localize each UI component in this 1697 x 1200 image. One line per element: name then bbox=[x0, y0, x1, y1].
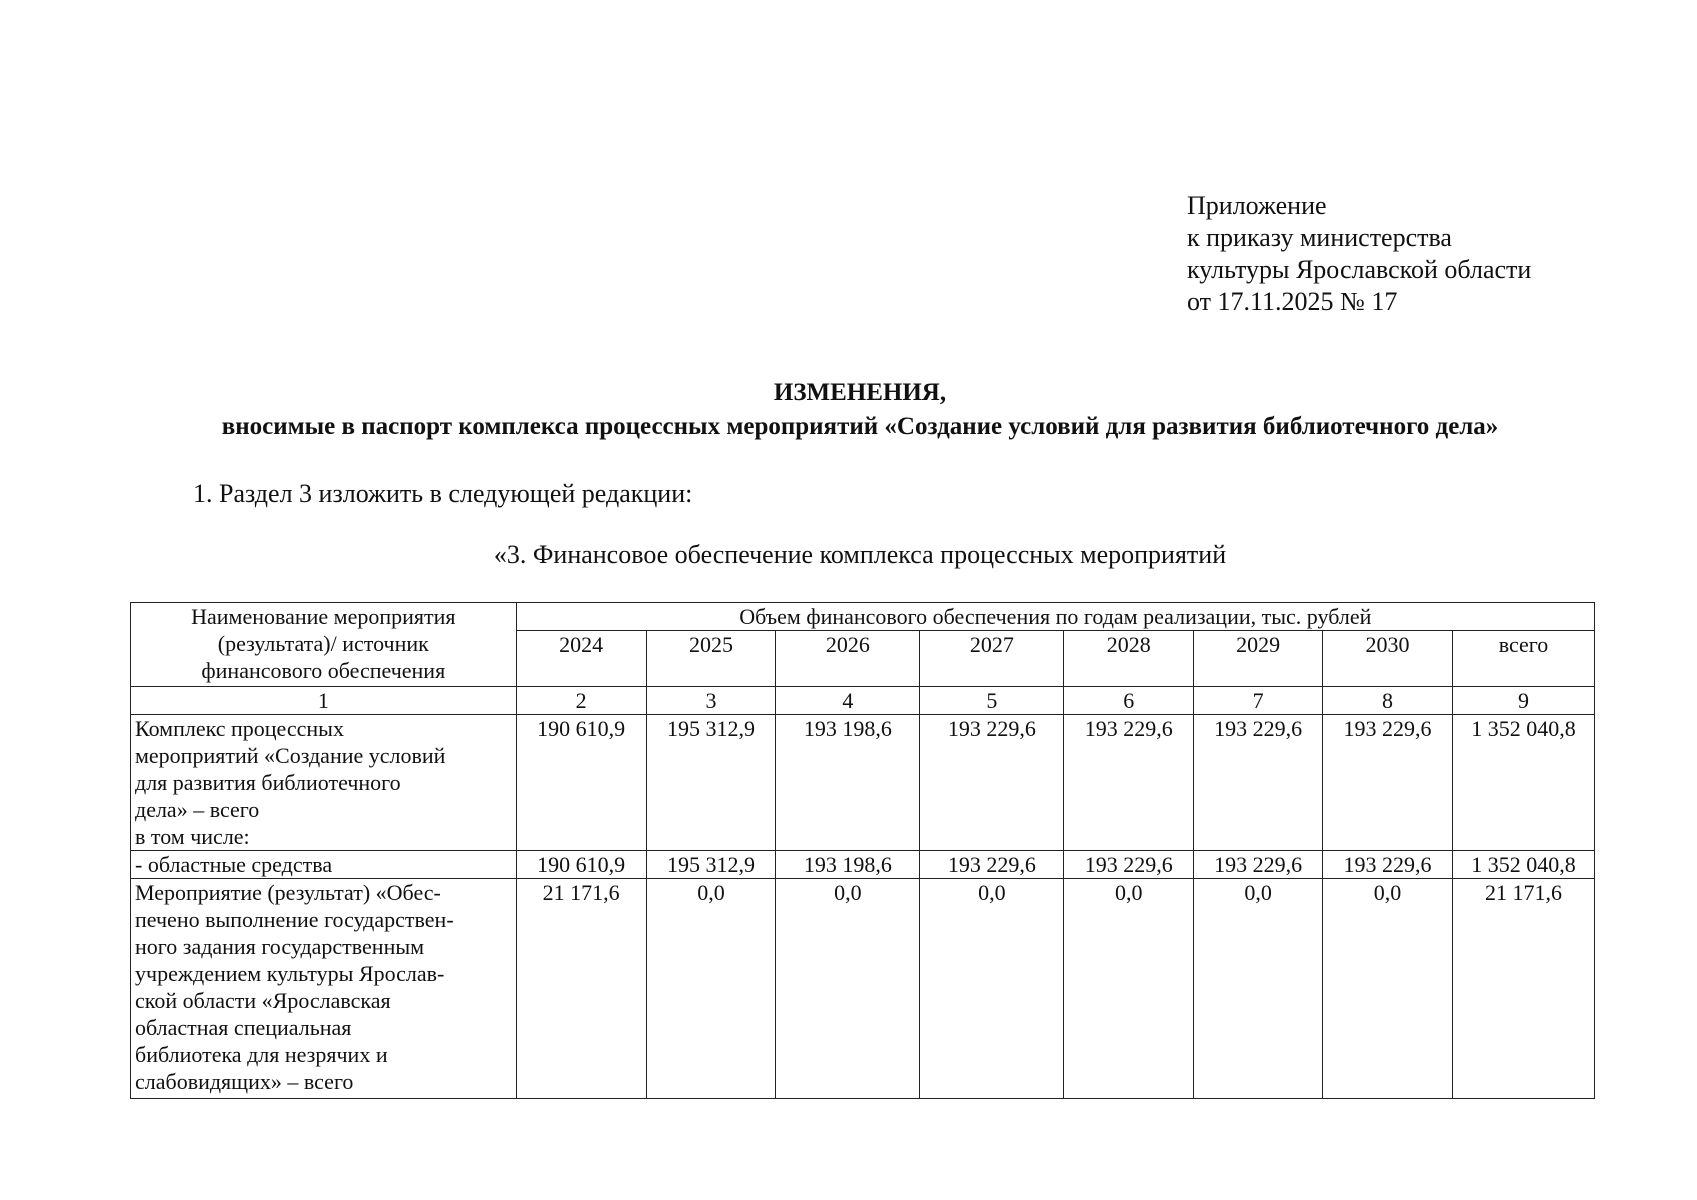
value-cell: 193 229,6 bbox=[1323, 715, 1453, 851]
row-name-line: библиотека для незрячих и bbox=[135, 1042, 388, 1067]
value-cell: 0,0 bbox=[1323, 879, 1453, 1099]
column-number: 5 bbox=[920, 687, 1064, 715]
column-number: 9 bbox=[1452, 687, 1594, 715]
value-cell: 0,0 bbox=[920, 879, 1064, 1099]
row-name bbox=[131, 715, 517, 851]
total-cell: 21 171,6 bbox=[1452, 879, 1594, 1099]
table-row bbox=[131, 715, 1595, 851]
value-cell: 195 312,9 bbox=[646, 715, 776, 851]
instruction-paragraph: 1. Раздел 3 изложить в следующей редакции: bbox=[193, 479, 693, 508]
column-number: 2 bbox=[516, 687, 646, 715]
volume-header: Объем финансового обеспечения по годам реализации, тыс. рублей bbox=[516, 603, 1594, 631]
name-column-header bbox=[131, 603, 517, 687]
value-cell: 193 229,6 bbox=[1194, 851, 1323, 879]
year-header: 2024 bbox=[516, 631, 646, 687]
row-name bbox=[131, 851, 517, 879]
row-name-line: слабовидящих» – всего bbox=[135, 1069, 354, 1094]
value-cell: 193 229,6 bbox=[1194, 715, 1323, 851]
table-row bbox=[131, 851, 1595, 879]
row-name-line: дела» – всего bbox=[135, 797, 260, 822]
document-title: ИЗМЕНЕНИЯ, bbox=[773, 379, 947, 406]
total-cell: 1 352 040,8 bbox=[1452, 851, 1594, 879]
section-title: «3. Финансовое обеспечение комплекса процессных мероприятий bbox=[493, 540, 1227, 569]
row-name-line: в том числе: bbox=[135, 824, 250, 849]
value-cell: 193 229,6 bbox=[920, 851, 1064, 879]
year-header: 2026 bbox=[776, 631, 920, 687]
row-name-line: Комплекс процессных bbox=[135, 716, 344, 741]
value-cell: 190 610,9 bbox=[516, 851, 646, 879]
value-cell: 190 610,9 bbox=[516, 715, 646, 851]
year-header: 2028 bbox=[1064, 631, 1194, 687]
year-header: 2027 bbox=[920, 631, 1064, 687]
header-line: Наименование мероприятия bbox=[191, 604, 456, 629]
column-number: 8 bbox=[1323, 687, 1453, 715]
column-number: 7 bbox=[1194, 687, 1323, 715]
value-cell: 21 171,6 bbox=[516, 879, 646, 1099]
total-header: всего bbox=[1452, 631, 1594, 687]
column-number: 4 bbox=[776, 687, 920, 715]
column-number: 6 bbox=[1064, 687, 1194, 715]
header-line: финансового обеспечения bbox=[201, 658, 446, 683]
value-cell: 193 198,6 bbox=[776, 851, 920, 879]
row-name-line: областная специальная bbox=[135, 1015, 352, 1040]
value-cell: 193 229,6 bbox=[1064, 715, 1194, 851]
appendix-block bbox=[1187, 190, 1531, 318]
total-cell: 1 352 040,8 bbox=[1452, 715, 1594, 851]
value-cell: 193 198,6 bbox=[776, 715, 920, 851]
row-name-line: мероприятий «Создание условий bbox=[135, 743, 446, 768]
row-name-line: Мероприятие (результат) «Обес- bbox=[135, 880, 441, 905]
year-header: 2029 bbox=[1194, 631, 1323, 687]
financing-table bbox=[130, 602, 1595, 1099]
value-cell: 195 312,9 bbox=[646, 851, 776, 879]
year-header: 2030 bbox=[1323, 631, 1453, 687]
row-name-line: ской области «Ярославская bbox=[135, 988, 391, 1013]
column-number: 1 bbox=[131, 687, 517, 715]
value-cell: 0,0 bbox=[776, 879, 920, 1099]
appendix-line: к приказу министерства bbox=[1187, 223, 1452, 252]
document-subtitle: вносимые в паспорт комплекса процессных мероприятий «Создание условий для развития библиотечного дела» bbox=[221, 413, 1499, 440]
table-row bbox=[131, 879, 1595, 1099]
value-cell: 0,0 bbox=[1064, 879, 1194, 1099]
column-number-row bbox=[131, 687, 1595, 715]
row-name-line: - областные средства bbox=[135, 852, 333, 877]
year-header: 2025 bbox=[646, 631, 776, 687]
row-name-line: учреждением культуры Ярослав- bbox=[135, 961, 445, 986]
row-name-line: печено выполнение государствен- bbox=[135, 907, 454, 932]
row-name-line: ного задания государственным bbox=[135, 934, 425, 959]
row-name-line: для развития библиотечного bbox=[135, 770, 401, 795]
value-cell: 0,0 bbox=[646, 879, 776, 1099]
value-cell: 193 229,6 bbox=[1323, 851, 1453, 879]
value-cell: 193 229,6 bbox=[1064, 851, 1194, 879]
header-line: (результата)/ источник bbox=[217, 631, 429, 656]
appendix-line: Приложение bbox=[1187, 191, 1327, 220]
value-cell: 0,0 bbox=[1194, 879, 1323, 1099]
appendix-line: культуры Ярославской области bbox=[1187, 255, 1532, 284]
value-cell: 193 229,6 bbox=[920, 715, 1064, 851]
appendix-date-number: от 17.11.2025 № 17 bbox=[1187, 287, 1398, 316]
row-name bbox=[131, 879, 517, 1099]
column-number: 3 bbox=[646, 687, 776, 715]
